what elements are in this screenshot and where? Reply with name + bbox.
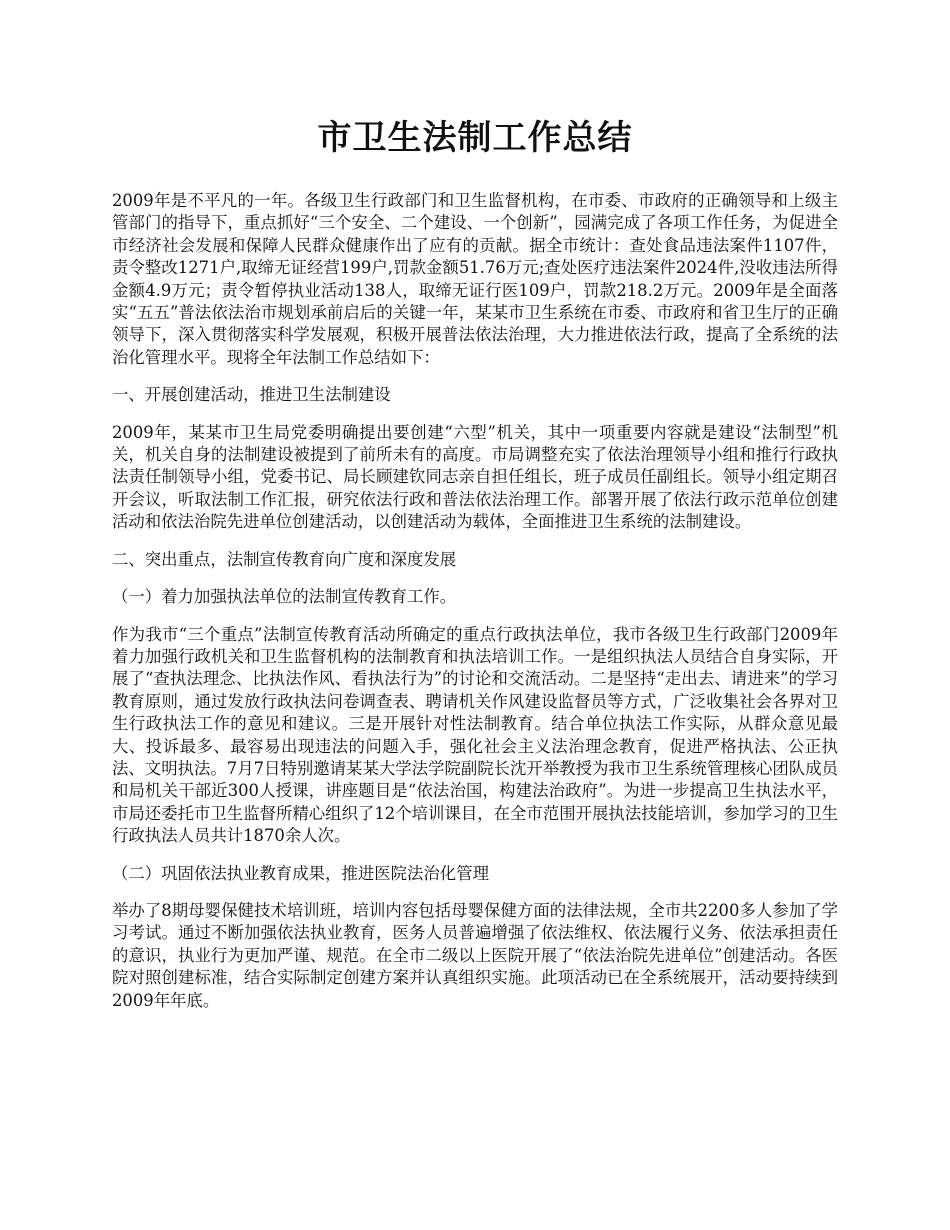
section-1-heading: 一、开展创建活动，推进卫生法制建设 <box>112 385 391 405</box>
document-title: 市卫生法制工作总结 <box>317 118 633 158</box>
subsection-2-paragraph: 举办了8期母婴保健技术培训班，培训内容包括母婴保健方面的法律法规，全市共2200多人参加了学习考试。通过不断加强依法执业教育，医务人员普遍增强了依法维权、依法履行义务、依法承担责任的意识，执业行为更加严谨、规范。在全市二级以上医院开展了“依法治院先进单位”创建活动。各医院对照创建标准，结合实际制定创建方案并认真组织实施。此项活动已在全系统展开，活动要持续到2009年年底。 <box>112 900 838 1010</box>
subsection-2-heading: （二）巩固依法执业教育成果，推进医院法治化管理 <box>112 863 489 883</box>
document-page <box>112 112 838 1027</box>
subsection-1-heading: （一）着力加强执法单位的法制宣传教育工作。 <box>112 587 457 607</box>
subsection-1-paragraph: 作为我市“三个重点”法制宣传教育活动所确定的重点行政执法单位，我市各级卫生行政部门2009年着力加强行政机关和卫生监督机构的法制教育和执法培训工作。一是组织执法人员结合自身实际，开展了“查执法理念、比执法作风、看执法行为”的讨论和交流活动。二是坚持“走出去、请进来”的学习教育原则，通过发放行政执法问卷调查表、聘请机关作风建设监督员等方式，广泛收集社会各界对卫生行政执法工作的意见和建议。三是开展针对性法制教育。结合单位执法工作实际，从群众意见最大、投诉最多、最容易出现违法的问题入手，强化社会主义法治理念教育，促进严格执法、公正执法、文明执法。7月7日特别邀请某某大学法学院副院长沈开举教授为我市卫生系统管理核心团队成员和局机关干部近300人授课，讲座题目是“依法治国，构建法治政府”。为进一步提高卫生执法水平，市局还委托市卫生监督所精心组织了12个培训课目，在全市范围开展执法技能培训，参加学习的卫生行政执法人员共计1870余人次。 <box>112 624 838 846</box>
section-1-paragraph: 2009年，某某市卫生局党委明确提出要创建“六型”机关，其中一项重要内容就是建设“法制型”机关，机关自身的法制建设被提到了前所未有的高度。市局调整充实了依法治理领导小组和推行行政执法责任制领导小组，党委书记、局长顾建钦同志亲自担任组长，班子成员任副组长。领导小组定期召开会议，听取法制工作汇报，研究依法行政和普法依法治理工作。部署开展了依法行政示范单位创建活动和依法治院先进单位创建活动，以创建活动为载体，全面推进卫生系统的法制建设。 <box>112 422 838 532</box>
section-2-heading: 二、突出重点，法制宣传教育向广度和深度发展 <box>112 549 457 569</box>
intro-paragraph: 2009年是不平凡的一年。各级卫生行政部门和卫生监督机构，在市委、市政府的正确领导和上级主管部门的指导下，重点抓好“三个安全、二个建设、一个创新”，园满完成了各项工作任务，为促进全市经济社会发展和保障人民群众健康作出了应有的贡献。据全市统计：查处食品违法案件1107件，责令整改1271户,取缔无证经营199户,罚款金额51.76万元;查处医疗违法案件2024件,没收违法所得金额4.9万元；责令暂停执业活动138人，取缔无证行医109户，罚款218.2万元。2009年是全面落实“五五”普法依法治市规划承前启后的关键一年，某某市卫生系统在市委、市政府和省卫生厅的正确领导下，深入贯彻落实科学发展观，积极开展普法依法治理，大力推进依法行政，提高了全系统的法治化管理水平。现将全年法制工作总结如下： <box>112 191 838 367</box>
